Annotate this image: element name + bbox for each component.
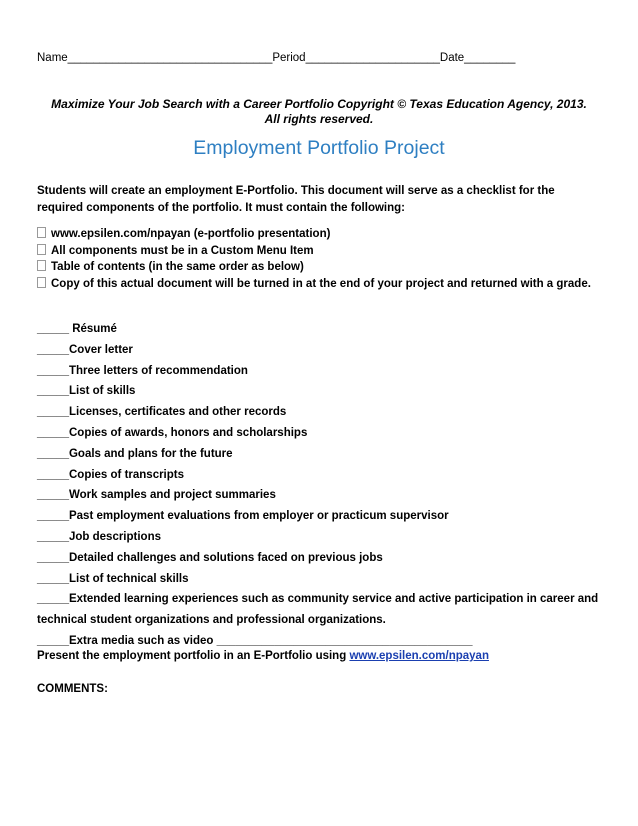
checklist-blank: _____: [37, 426, 69, 439]
bullet-item: [37, 276, 602, 293]
checklist-blank: _____: [37, 385, 69, 398]
intro-paragraph: Students will create an employment E-Portfolio. This document will serve as a checklist for the required components of the portfolio. It must contain the following:: [37, 185, 555, 214]
epsilen-link[interactable]: www.epsilen.com/npayan: [349, 650, 489, 662]
bullet-text: www.epsilen.com/npayan (e-portfolio presentation): [51, 228, 331, 240]
checklist-item: [37, 465, 607, 486]
copyright-line-2: All rights reserved.: [264, 112, 374, 126]
checkbox-icon: [37, 277, 46, 288]
header-fields-line: Name________________________________Period_____________________Date________: [37, 52, 516, 64]
checklist-item: [37, 569, 607, 590]
checklist-item: [37, 402, 607, 423]
footer-text: Present the employment portfolio in an E-Portfolio using: [37, 650, 350, 662]
bullet-text: Copy of this actual document will be turned in at the end of your project and returned with a grade.: [51, 277, 591, 290]
checklist-blank: _____: [37, 323, 73, 335]
checklist-item: [37, 527, 607, 548]
bullet-text: Table of contents (in the same order as below): [51, 261, 304, 274]
checklist-item: [37, 485, 607, 506]
checklist-label: Detailed challenges and solutions faced on previous jobs: [68, 551, 383, 564]
checklist-label: Three letters of recommendation: [68, 364, 248, 377]
checklist-blank: _____: [37, 489, 69, 502]
checklist-blank: _____: [37, 343, 69, 356]
checklist-label: Licenses, certificates and other records: [68, 406, 287, 419]
checklist-item: [37, 423, 607, 444]
bullet-item: [37, 226, 602, 243]
checklist-item: [37, 444, 607, 465]
checklist-item: [37, 506, 607, 527]
checklist-blank: _____: [37, 634, 69, 647]
checklist-item: [37, 548, 607, 569]
checkbox-icon: [37, 260, 46, 271]
checklist-item: [37, 631, 607, 652]
checklist-item: [37, 361, 607, 382]
portfolio-checklist: [37, 319, 607, 652]
checklist-label: Goals and plans for the future: [68, 447, 233, 460]
checkbox-icon: [37, 244, 46, 255]
checklist-item: [37, 319, 607, 340]
checklist-blank: _____: [37, 406, 69, 419]
checklist-label: Work samples and project summaries: [68, 489, 276, 502]
copyright-notice: [30, 97, 608, 127]
checklist-item: [37, 340, 607, 361]
checklist-blank: _____: [37, 572, 69, 585]
requirements-bullet-list: [37, 226, 602, 292]
checklist-label: Copies of awards, honors and scholarships: [68, 426, 308, 439]
checkbox-icon: [37, 227, 46, 238]
bullet-text: All components must be in a Custom Menu Item: [51, 244, 314, 257]
checklist-item: [37, 589, 607, 631]
checklist-blank: _____: [37, 593, 69, 606]
checklist-item: [37, 381, 607, 402]
footer-instruction: [37, 650, 607, 662]
checklist-blank: _____: [37, 510, 69, 523]
checklist-label: List of technical skills: [68, 572, 189, 585]
checklist-label: Copies of transcripts: [68, 468, 185, 481]
checklist-label: Résumé: [72, 323, 117, 335]
checklist-label: Extra media such as video ________________________________________: [68, 634, 473, 647]
checklist-label: List of skills: [68, 385, 136, 398]
comments-label: COMMENTS:: [37, 683, 108, 695]
checklist-blank: _____: [37, 551, 69, 564]
checklist-label: Extended learning experiences such as community service and active participation in career and technical student organizations and professional organizations.: [37, 593, 599, 627]
bullet-item: [37, 259, 602, 276]
checklist-blank: _____: [37, 468, 69, 481]
checklist-blank: _____: [37, 364, 69, 377]
copyright-line-1: Maximize Your Job Search with a Career Portfolio Copyright © Texas Education Agency, 2013.: [51, 97, 587, 111]
checklist-blank: _____: [37, 530, 69, 543]
checklist-label: Past employment evaluations from employer or practicum supervisor: [68, 510, 449, 523]
bullet-item: [37, 243, 602, 260]
checklist-blank: _____: [37, 447, 69, 460]
document-title: Employment Portfolio Project: [193, 137, 445, 159]
checklist-label: Cover letter: [68, 343, 133, 356]
checklist-label: Job descriptions: [68, 530, 162, 543]
